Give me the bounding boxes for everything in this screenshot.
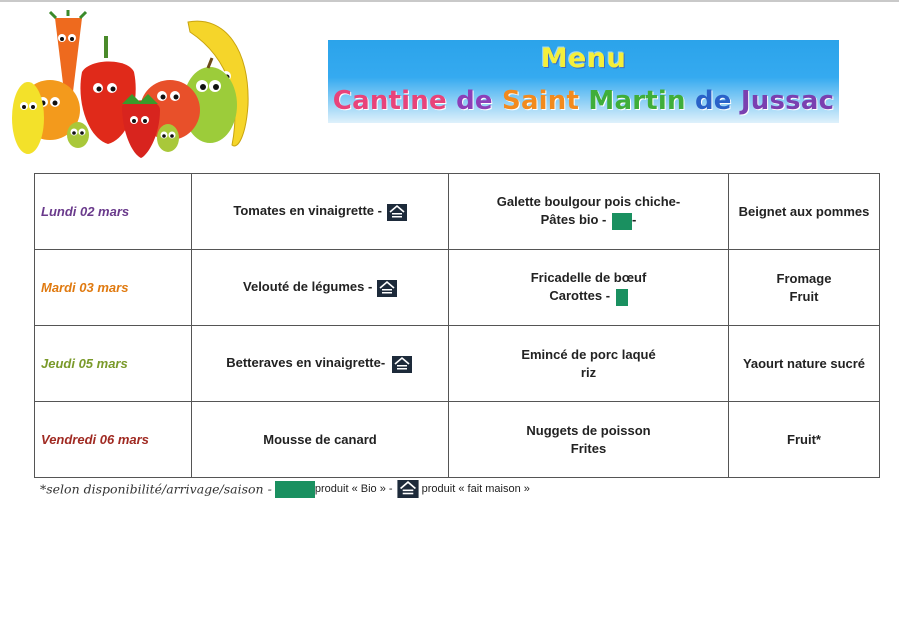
table-row bbox=[35, 326, 880, 402]
house-icon bbox=[390, 356, 414, 373]
main-course-line: Frites bbox=[570, 440, 607, 456]
main-course-line: riz bbox=[580, 364, 597, 380]
main-course-line: Galette boulgour pois chiche- bbox=[496, 194, 681, 210]
starter-cell bbox=[192, 250, 449, 326]
legend bbox=[40, 480, 530, 500]
dessert-cell: Fruit* bbox=[729, 402, 880, 478]
dessert-line: Fromage bbox=[776, 270, 832, 286]
subtitle-word: Cantine bbox=[332, 86, 447, 116]
dessert-cell: Beignet aux pommes bbox=[729, 174, 880, 250]
house-icon bbox=[397, 480, 419, 498]
homemade-legend-label: produit « fait maison » bbox=[421, 483, 530, 495]
dessert-cell bbox=[729, 250, 880, 326]
main-course-line: Nuggets de poisson bbox=[526, 422, 651, 438]
page-top-border bbox=[0, 0, 899, 2]
green-square-icon bbox=[616, 289, 628, 306]
table-row bbox=[35, 250, 880, 326]
weekly-menu-table bbox=[34, 173, 880, 478]
day-cell: Mardi 03 mars bbox=[35, 250, 192, 326]
main-course-line bbox=[455, 287, 722, 305]
house-icon bbox=[377, 280, 397, 297]
table-row bbox=[35, 174, 880, 250]
day-cell: Vendredi 06 mars bbox=[35, 402, 192, 478]
subtitle-word: Jussac bbox=[740, 86, 835, 116]
green-square-icon bbox=[612, 213, 632, 230]
starter-text: Tomates en vinaigrette - bbox=[233, 203, 382, 219]
main-course-cell bbox=[449, 174, 729, 250]
starter-text: Mousse de canard bbox=[263, 431, 377, 447]
availability-note: *selon disponibilité/arrivage/saison - bbox=[40, 481, 272, 497]
bio-legend-label: produit « Bio » - bbox=[314, 483, 393, 495]
green-square-icon bbox=[275, 481, 315, 498]
main-course-cell bbox=[449, 250, 729, 326]
banner-subtitle bbox=[328, 86, 839, 116]
main-course-line: Emincé de porc laqué bbox=[521, 346, 656, 362]
starter-cell bbox=[192, 326, 449, 402]
fruit-characters-illustration bbox=[10, 10, 260, 160]
dessert-cell: Yaourt nature sucré bbox=[729, 326, 880, 402]
day-cell: Lundi 02 mars bbox=[35, 174, 192, 250]
menu-banner bbox=[328, 40, 839, 123]
starter-text: Velouté de légumes - bbox=[243, 279, 373, 295]
subtitle-word: Saint bbox=[502, 86, 580, 116]
main-course-text: Carottes - bbox=[549, 288, 611, 304]
main-course-cell bbox=[449, 402, 729, 478]
main-course-line: Pâtes bio - - bbox=[455, 211, 722, 229]
subtitle-word: de bbox=[694, 86, 732, 116]
main-course-line: Fricadelle de bœuf bbox=[530, 270, 647, 286]
table-row bbox=[35, 402, 880, 478]
banner-title: Menu bbox=[540, 43, 627, 74]
subtitle-word: de bbox=[456, 86, 493, 116]
starter-cell bbox=[192, 402, 449, 478]
main-course-text: Pâtes bio - bbox=[540, 212, 607, 228]
main-course-cell bbox=[449, 326, 729, 402]
subtitle-word: Martin bbox=[588, 86, 686, 116]
house-icon bbox=[387, 204, 407, 221]
starter-text: Betteraves en vinaigrette- bbox=[226, 355, 386, 371]
starter-cell bbox=[192, 174, 449, 250]
day-cell: Jeudi 05 mars bbox=[35, 326, 192, 402]
dessert-line: Fruit bbox=[789, 288, 819, 304]
